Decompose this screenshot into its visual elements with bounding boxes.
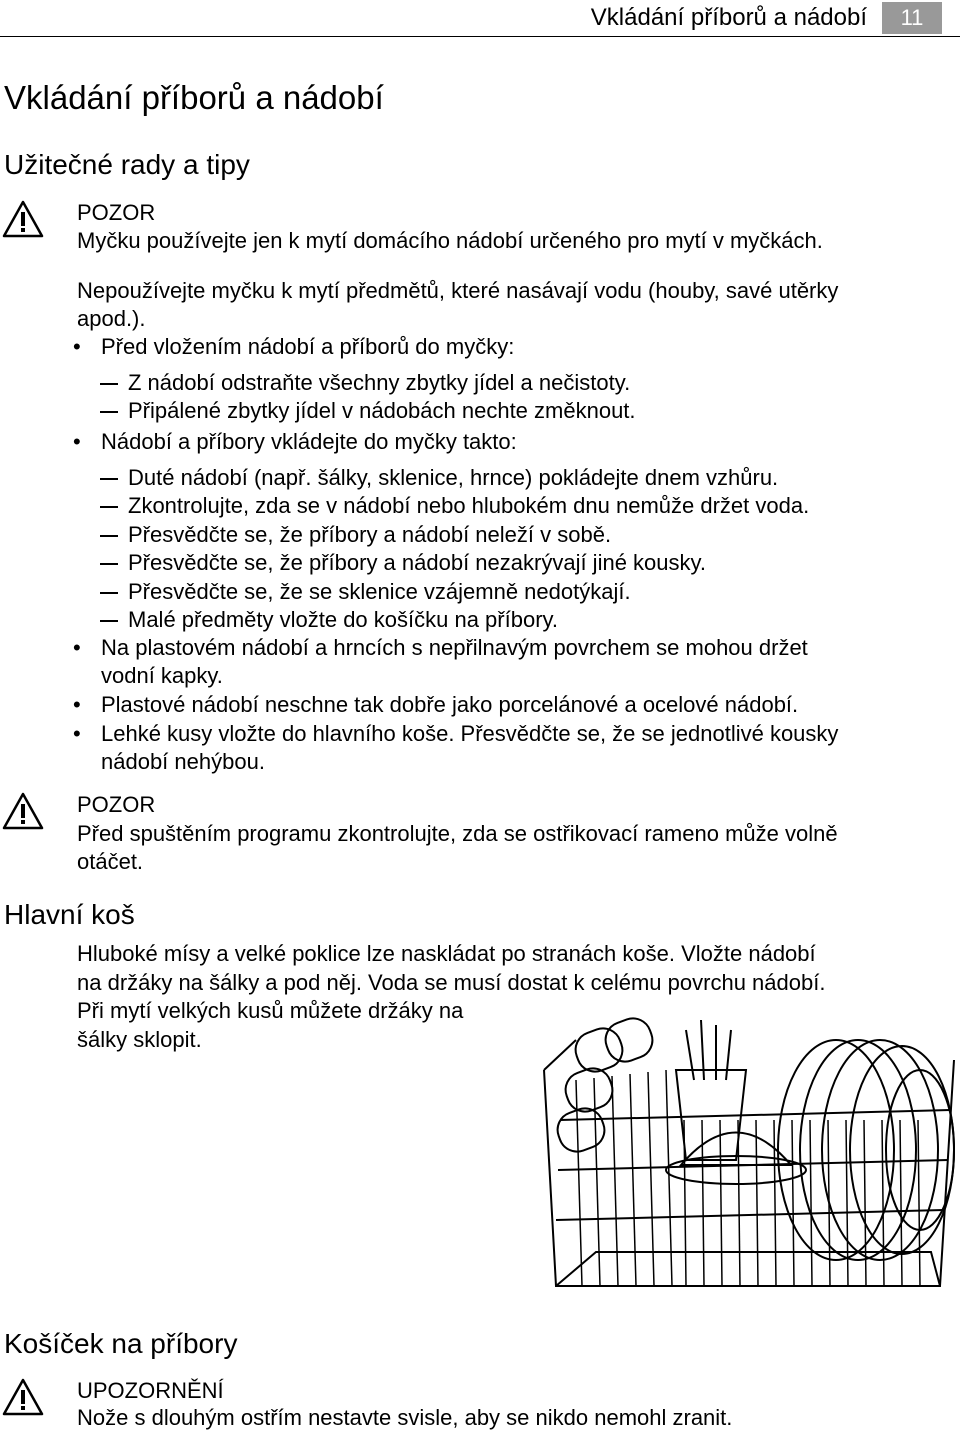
paragraph-line: na držáky na šálky a pod něj. Voda se musí dostat k celému povrchu nádobí. — [77, 970, 826, 995]
dash-marker — [100, 563, 118, 565]
bullet-item-continuation: nádobí nehýbou. — [101, 749, 265, 774]
sub-item: Malé předměty vložte do košíčku na příbory. — [128, 607, 559, 632]
bullet-marker: • — [73, 721, 81, 746]
sub-item: Přesvědčte se, že se sklenice vzájemně nedotýkají. — [128, 579, 631, 604]
paragraph-line: Nepoužívejte myčku k mytí předmětů, které nasávají vodu (houby, savé utěrky — [77, 278, 839, 303]
page-title: Vkládání příborů a nádobí — [4, 79, 384, 116]
bullet-marker: • — [73, 635, 81, 660]
page-number: 11 — [882, 2, 942, 34]
bullet-marker: • — [73, 334, 81, 359]
bullet-item: Plastové nádobí neschne tak dobře jako porcelánové a ocelové nádobí. — [101, 692, 799, 717]
bullet-item: Na plastovém nádobí a hrncích s nepřilnavým povrchem se mohou držet — [101, 635, 808, 660]
warning-text: Myčku používejte jen k mytí domácího nádobí určeného pro mytí v myčkách. — [77, 228, 823, 253]
warning-icon — [2, 200, 44, 238]
dash-marker — [100, 478, 118, 480]
dash-marker — [100, 592, 118, 594]
section-heading-main-basket: Hlavní koš — [4, 899, 135, 930]
warning-text: Nože s dlouhým ostřím nestavte svisle, aby se nikdo nemohl zranit. — [77, 1405, 733, 1430]
sub-item: Zkontrolujte, zda se v nádobí nebo hlubokém dnu nemůže držet voda. — [128, 493, 810, 518]
warning-text: Před spuštěním programu zkontrolujte, zda se ostřikovací rameno může volně — [77, 821, 838, 846]
dash-marker — [100, 411, 118, 413]
paragraph-line: šálky sklopit. — [77, 1027, 202, 1052]
sub-item: Přesvědčte se, že příbory a nádobí nezakrývají jiné kousky. — [128, 550, 706, 575]
dash-marker — [100, 383, 118, 385]
sub-item: Přesvědčte se, že příbory a nádobí neleží v sobě. — [128, 522, 612, 547]
main-basket-illustration — [536, 1000, 960, 1300]
sub-item: Připálené zbytky jídel v nádobách nechte změknout. — [128, 398, 636, 423]
dash-marker — [100, 506, 118, 508]
running-header-title: Vkládání příborů a nádobí — [590, 4, 867, 31]
sub-item: Z nádobí odstraňte všechny zbytky jídel a nečistoty. — [128, 370, 631, 395]
bullet-item: Před vložením nádobí a příborů do myčky: — [101, 334, 515, 359]
dash-marker — [100, 535, 118, 537]
section-heading-tips: Užitečné rady a tipy — [4, 149, 250, 180]
paragraph-line: apod.). — [77, 306, 146, 331]
bullet-item: Nádobí a příbory vkládejte do myčky takto: — [101, 429, 517, 454]
bullet-item-continuation: vodní kapky. — [101, 663, 223, 688]
paragraph-line: Hluboké mísy a velké poklice lze naskládat po stranách koše. Vložte nádobí — [77, 941, 816, 966]
warning-icon — [2, 1378, 44, 1416]
warning-text-continuation: otáčet. — [77, 849, 144, 874]
paragraph-line: Při mytí velkých kusů můžete držáky na — [77, 998, 464, 1023]
bullet-item: Lehké kusy vložte do hlavního koše. Přesvědčte se, že se jednotlivé kousky — [101, 721, 839, 746]
header-divider — [0, 36, 960, 37]
warning-label: POZOR — [77, 792, 156, 817]
bullet-marker: • — [73, 692, 81, 717]
dash-marker — [100, 620, 118, 622]
bullet-marker: • — [73, 429, 81, 454]
warning-label: POZOR — [77, 200, 156, 225]
warning-label: UPOZORNĚNÍ — [77, 1378, 224, 1403]
sub-item: Duté nádobí (např. šálky, sklenice, hrnce) pokládejte dnem vzhůru. — [128, 465, 779, 490]
warning-icon — [2, 792, 44, 830]
section-heading-cutlery-basket: Košíček na příbory — [4, 1328, 238, 1359]
